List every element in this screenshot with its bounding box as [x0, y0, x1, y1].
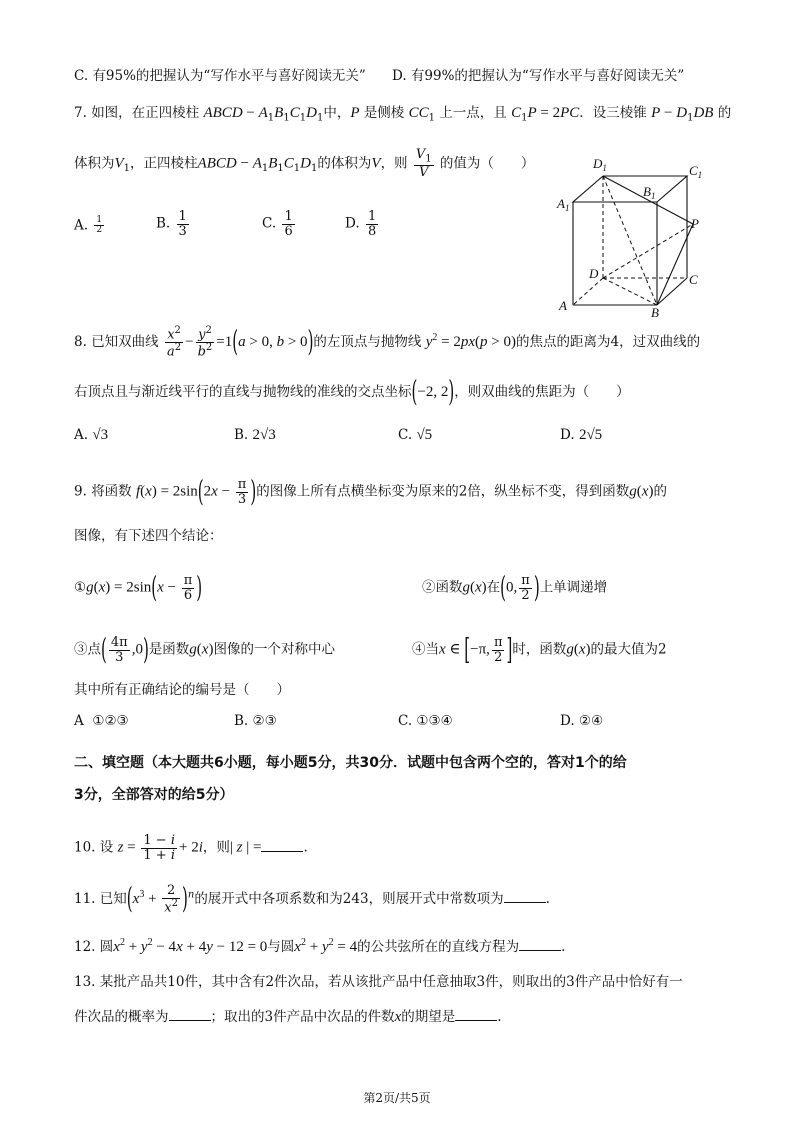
q7-option-a: A. $\frac{1}{2}$ — [74, 215, 103, 236]
q9-option-c: C. ①③④ — [398, 713, 453, 729]
q13-answer-blank-1[interactable] — [169, 1008, 211, 1021]
q13-line2: 件次品的概率为 ；取出的3件产品中次品的件数x的期望是 . — [74, 1009, 502, 1025]
prev-option-c: C. 有95%的把握认为“写作水平与喜好阅读无关” — [74, 68, 366, 84]
q8-option-a: A. √3 — [74, 427, 109, 443]
q9-line2: 图像，有下述四个结论： — [74, 528, 223, 544]
q13-answer-blank-2[interactable] — [455, 1008, 497, 1021]
q8-option-c: C. √5 — [398, 427, 433, 443]
q7-number: 7. — [74, 105, 87, 121]
q8-option-d: D. 2√5 — [560, 427, 603, 443]
q9-option-a: A ①②③ — [74, 713, 129, 729]
q9-option-b: B. ②③ — [234, 713, 277, 729]
fig-label-c: C — [689, 272, 698, 287]
page-footer: 第2页/共5页 — [363, 1091, 431, 1105]
q11-answer-blank[interactable] — [504, 890, 546, 903]
fig-label-d1: $D_1$ — [593, 156, 607, 173]
q9-option-d: D. ②④ — [560, 713, 604, 729]
q7-line2: 体积为$V_1$，正四棱柱ABCD − $A_1B_1C_1D_1$的体积为V，则 $\frac{V_1}{V}$ 的值为（ ） — [74, 147, 535, 181]
q8-line2: 右顶点且与渐近线平行的直线与抛物线的准线的交点坐标(−2, 2)，则双曲线的焦距为（ ） — [74, 374, 630, 409]
q9-statement-1: ①g(x) = 2sin(x − $\frac{\pi}{6}$ ) — [74, 570, 203, 605]
q7-line1: 7. 如图，在正四棱柱 ABCD − $A_1B_1C_1D_1$中，P 是侧棱 $CC_1$ 上一点，且 $C_1P = 2PC$．设三棱锥 $P - D_1DB$ 的 — [74, 105, 732, 124]
fig-label-d: D — [589, 266, 599, 281]
fig-label-c1: $C_1$ — [689, 163, 703, 180]
q7-option-c: C. $\frac{1}{6}$ — [262, 209, 293, 239]
q8-option-b: B. 2√3 — [234, 427, 276, 443]
q9-prompt: 其中所有正确结论的编号是（ ） — [74, 682, 290, 698]
fig-label-a1: $A_1$ — [557, 196, 570, 213]
fig-label-b1: $B_1$ — [643, 184, 656, 201]
q9-statement-2: ②函数g(x)在(0, $\frac{\pi}{2}$ )上单调递增 — [422, 570, 608, 605]
q7-option-d: D. $\frac{1}{8}$ — [345, 209, 377, 239]
prev-option-d: D. 有99%的把握认为“写作水平与喜好阅读无关” — [392, 68, 685, 84]
q12-answer-blank[interactable] — [519, 938, 561, 951]
section-2-heading-cont: 3分，全部答对的给5分） — [74, 787, 234, 803]
q12: 12. 圆$x^2 + y^2 - 4x + 4y - 12 = 0$与圆$x^2 + y^2 = 4$的公共弦所在的直线方程为 . — [74, 937, 566, 955]
q13-line1: 13. 某批产品共10件，其中含有2件次品，若从该批产品中任意抽取3件，则取出的3件产品中恰好有一 — [74, 974, 683, 990]
q10-answer-blank[interactable] — [261, 839, 303, 852]
q10: 10. 设 z = $\frac{1 - i}{1 + i}$ + 2i，则| z | = . — [74, 833, 308, 863]
q9-statement-3: ③点( $\frac{4\pi}{3}$ ,0)是函数g(x)图像的一个对称中心 — [74, 632, 335, 667]
fig-label-b: B — [651, 305, 659, 320]
fig-label-a: A — [559, 298, 567, 313]
q8-line1: 8. 已知双曲线 $\frac{x^2}{a^2}$ − $\frac{y^2}{b^2}$ =1(a > 0, b > 0)的左顶点与抛物线 $y^2 = 2px(p > 0)$的焦点的距离为4，过双曲线的 — [74, 324, 701, 360]
fig-label-p: P — [691, 216, 699, 231]
q9-statement-4: ④当x ∈ [−π, $\frac{\pi}{2}$ ]时，函数g(x)的最大值为2 — [412, 632, 667, 667]
q9-line1: 9. 将函数 f(x) = 2sin(2x − $\frac{\pi}{3}$ )的图像上所有点横坐标变为原来的2倍，纵坐标不变，得到函数g(x)的 — [74, 474, 667, 509]
q11: 11. 已知($x^3$ + $\frac{2}{x^2}$ )$^n$的展开式中各项系数和为243，则展开式中常数项为 . — [74, 881, 550, 916]
prism-figure — [555, 150, 725, 320]
q7-option-b: B. $\frac{1}{3}$ — [156, 209, 187, 239]
section-2-heading: 二、填空题（本大题共6小题，每小题5分，共30分．试题中包含两个空的，答对1个的给 — [74, 755, 627, 771]
